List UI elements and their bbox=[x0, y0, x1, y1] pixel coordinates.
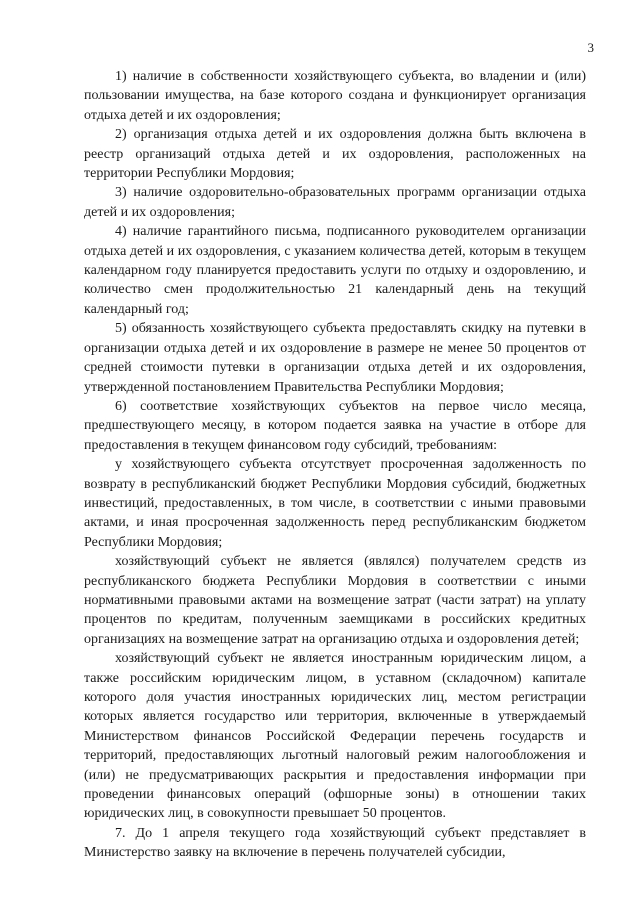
paragraph-item-6: 6) соответствие хозяйствующих субъектов на первое число месяца, предшествующего месяцу, в котором подается заявка на участие в отборе для предоставления в текущем финансовом году субсидий, требованиям: bbox=[84, 398, 586, 453]
requirement-no-debt: у хозяйствующего субъекта отсутствует просроченная задолженность по возврату в республиканский бюджет Республики Мордовия субсидий, бюджетных инвестиций, предоставленных, в том числе, в соответствии с иными правовыми актами, и иная просроченная задолженность перед республиканским бюджетом Республики Мордовия; bbox=[84, 457, 586, 550]
clause-7: 7. До 1 апреля текущего года хозяйствующий субъект представляет в Министерство заявку на включение в перечень получателей субсидии, bbox=[84, 825, 586, 861]
requirement-not-recipient: хозяйствующий субъект не является (являлся) получателем средств из республиканского бюджета Республики Мордовия в соответствии с иными нормативными правовыми актами на возмещение затрат (части затрат) на уплату процентов по кредитам, полученным заемщиками в российских кредитных организациях на возмещение затрат на организацию отдыха и оздоровления детей; bbox=[84, 554, 586, 647]
paragraph-item-4: 4) наличие гарантийного письма, подписанного руководителем организации отдыха детей и их оздоровления, с указанием количества детей, которым в текущем календарном году планируется предоставить услуги по отдыху и оздоровлению, и количество смен продолжительностью 21 календарный день на текущий календарный год; bbox=[84, 224, 586, 317]
requirement-not-foreign: хозяйствующий субъект не является иностранным юридическим лицом, а также российским юридическим лицом, в уставном (складочном) капитале которого доля участия иностранных юридических лиц, местом регистрации которых является государство или территория, включенные в утверждаемый Министерством финансов Российской Федерации перечень государств и территорий, предоставляющих льготный налоговый режим налогообложения и (или) не предусматривающих раскрытия и предоставления информации при проведении финансовых операций (офшорные зоны) в отношении таких юридических лиц, в совокупности превышает 50 процентов. bbox=[84, 651, 586, 822]
page-number: 3 bbox=[587, 40, 594, 55]
paragraph-item-3: 3) наличие оздоровительно-образовательных программ организации отдыха детей и их оздоровления; bbox=[84, 185, 586, 220]
paragraph-item-5: 5) обязанность хозяйствующего субъекта предоставлять скидку на путевки в организации отдыха детей и их оздоровление в размере не менее 50 процентов от средней стоимости путевки в организации отдыха детей и их оздоровления, утвержденной постановлением Правительства Республики Мордовия; bbox=[84, 321, 586, 395]
paragraph-item-1: 1) наличие в собственности хозяйствующего субъекта, во владении и (или) пользовании имущества, на базе которого создана и функционирует организация отдыха детей и их оздоровления; bbox=[84, 69, 586, 123]
document-body bbox=[84, 67, 586, 863]
paragraph-item-2: 2) организация отдыха детей и их оздоровления должна быть включена в реестр организаций отдыха детей и их оздоровления, расположенных на территории Республики Мордовия; bbox=[84, 127, 586, 182]
